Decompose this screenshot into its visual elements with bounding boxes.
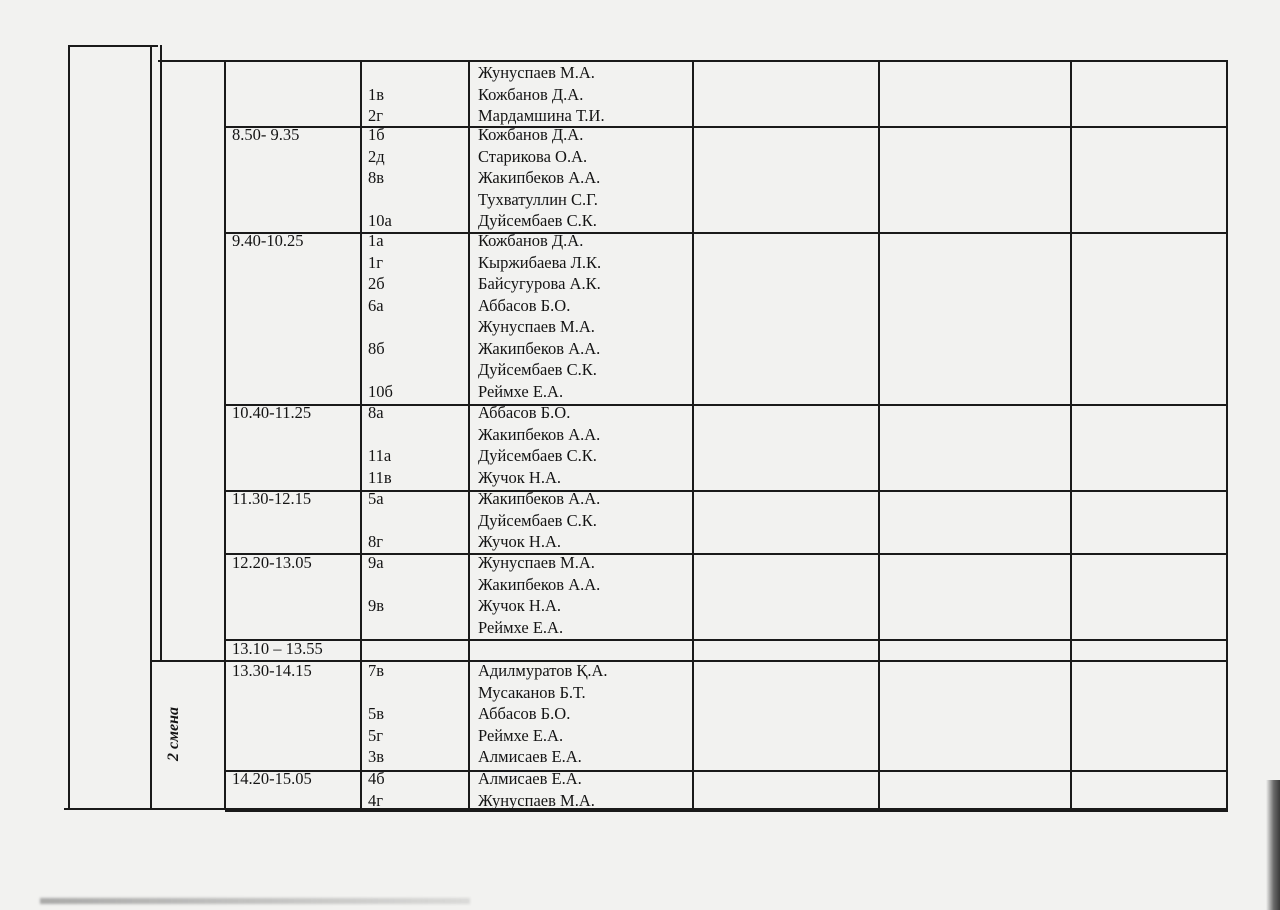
class-code: 4г	[368, 790, 384, 810]
teacher-name: Жакипбеков А.А.	[478, 574, 601, 594]
teacher-name: Кожбанов Д.А.	[478, 84, 584, 104]
class-code: 2г	[368, 106, 384, 125]
teacher-name: Дуйсембаев С.К.	[478, 510, 597, 530]
class-code: 2б	[368, 274, 385, 293]
teacher-name: Кожбанов Д.А.	[478, 231, 584, 250]
col-line	[468, 60, 470, 810]
col-line	[150, 45, 152, 810]
teacher-name: Аббасов Б.О.	[478, 403, 571, 422]
teacher-name: Жакипбеков А.А.	[478, 338, 601, 358]
time-slot: 13.10 – 13.55	[232, 639, 323, 658]
class-code: 1а	[368, 231, 384, 250]
teacher-name: Мусаканов Б.Т.	[478, 682, 586, 702]
teacher-name: Дуйсембаев С.К.	[478, 446, 597, 465]
teacher-name: Алмисаев Е.А.	[478, 747, 582, 766]
teacher-name: Жунуспаев М.А.	[478, 317, 595, 336]
teacher-name: Жакипбеков А.А.	[478, 489, 601, 508]
teacher-name: Аббасов Б.О.	[478, 704, 571, 723]
class-code: 10а	[368, 211, 392, 230]
page-edge-shadow	[1266, 780, 1280, 910]
teacher-name: Жунуспаев М.А.	[478, 63, 595, 82]
table-top-line	[68, 45, 158, 47]
row-line	[225, 639, 1228, 641]
class-code: 8г	[368, 532, 384, 551]
time-slot: 10.40-11.25	[232, 403, 312, 422]
time-slot: 11.30-12.15	[232, 489, 312, 508]
class-code: 1в	[368, 84, 385, 104]
class-code: 8в	[368, 168, 385, 187]
col-line	[68, 45, 70, 810]
time-slot: 9.40-10.25	[232, 231, 304, 250]
col-line	[360, 60, 362, 810]
teacher-name: Жакипбеков А.А.	[478, 168, 601, 187]
teacher-name: Байсугурова А.К.	[478, 274, 601, 293]
table-bottom-line	[64, 808, 1228, 810]
class-code: 6а	[368, 295, 384, 315]
teacher-name: Аббасов Б.О.	[478, 295, 571, 315]
class-code: 8б	[368, 338, 385, 358]
class-code: 11а	[368, 446, 392, 465]
class-code: 7в	[368, 661, 385, 680]
teacher-name: Дуйсембаев С.К.	[478, 360, 597, 379]
teacher-name: Жучок Н.А.	[478, 467, 561, 487]
col-line	[224, 60, 226, 810]
teacher-name: Кожбанов Д.А.	[478, 125, 584, 144]
time-slot: 13.30-14.15	[232, 661, 312, 680]
teacher-name: Кыржибаева Л.К.	[478, 252, 602, 272]
col-line	[692, 60, 694, 810]
class-code: 11в	[368, 467, 392, 487]
class-code: 5г	[368, 725, 384, 745]
class-code: 1б	[368, 125, 385, 144]
teacher-name: Реймхе Е.А.	[478, 725, 564, 745]
footer-smudge	[40, 898, 470, 904]
teacher-name: Старикова О.А.	[478, 146, 588, 166]
class-code: 8а	[368, 403, 384, 422]
teacher-name: Жучок Н.А.	[478, 596, 561, 615]
teacher-name: Жакипбеков А.А.	[478, 424, 601, 444]
teacher-name: Тухватуллин С.Г.	[478, 189, 598, 209]
class-code: 1г	[368, 252, 384, 272]
class-code: 3в	[368, 747, 385, 766]
col-line	[1070, 60, 1072, 810]
teacher-name: Жунуспаев М.А.	[478, 553, 595, 572]
class-code: 10б	[368, 381, 393, 401]
teacher-name: Жунуспаев М.А.	[478, 790, 595, 810]
class-code: 4б	[368, 769, 385, 788]
class-code: 2д	[368, 146, 385, 166]
col-line	[878, 60, 880, 810]
class-code: 5а	[368, 489, 384, 508]
shift-2-label: 2 смена	[165, 706, 182, 762]
time-slot: 12.20-13.05	[232, 553, 312, 572]
time-slot: 14.20-15.05	[232, 769, 312, 788]
class-code: 5в	[368, 704, 385, 723]
col-line	[160, 45, 162, 660]
col-line	[1226, 60, 1228, 810]
teacher-name: Алмисаев Е.А.	[478, 769, 582, 788]
teacher-name: Дуйсембаев С.К.	[478, 211, 597, 230]
teacher-name: Реймхе Е.А.	[478, 617, 564, 637]
class-code: 9а	[368, 553, 384, 572]
teacher-name: Мардамшина Т.И.	[478, 106, 605, 125]
time-slot: 8.50- 9.35	[232, 125, 300, 144]
teacher-name: Реймхе Е.А.	[478, 381, 564, 401]
teacher-name: Адилмуратов Қ.А.	[478, 661, 608, 680]
teacher-name: Жучок Н.А.	[478, 532, 561, 551]
class-code: 9в	[368, 596, 385, 615]
